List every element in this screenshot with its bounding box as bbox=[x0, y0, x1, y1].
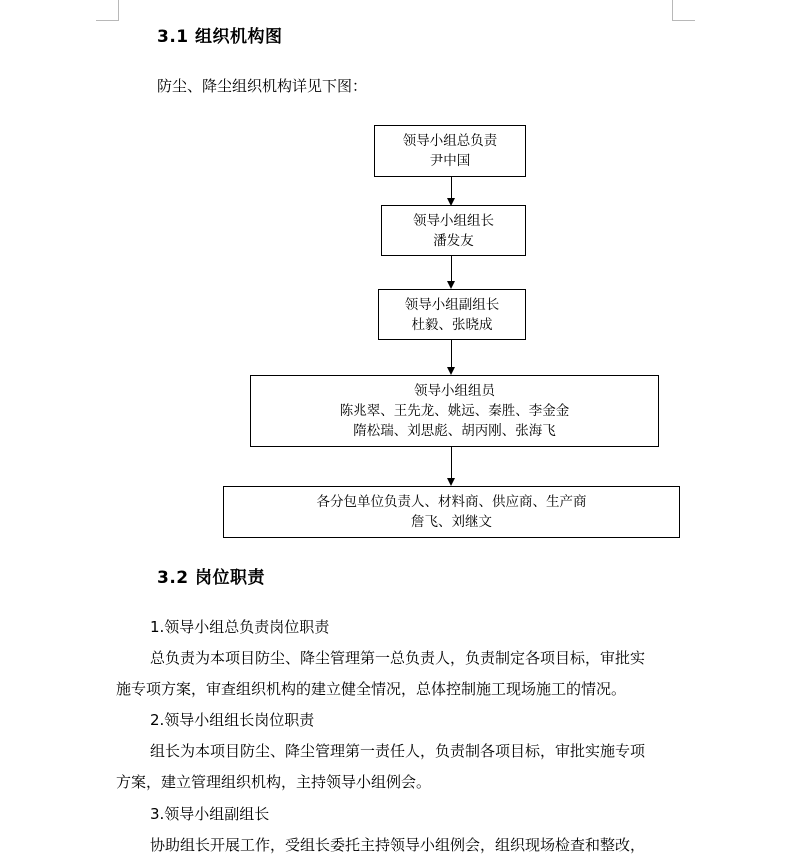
connector-line bbox=[451, 256, 452, 281]
duty-title-1: 1.领导小组总负责岗位职责 bbox=[150, 618, 330, 636]
org-box-names: 詹飞、刘继文 bbox=[411, 514, 492, 530]
duty-body-3-line-1: 协助组长开展工作，受组长委托主持领导小组例会，组织现场检查和整改， bbox=[150, 836, 646, 854]
org-box-role: 领导小组组长 bbox=[413, 212, 494, 229]
duty-body-2-line-2: 方案，建立管理组织机构，主持领导小组例会。 bbox=[116, 773, 432, 791]
org-box-team-leader bbox=[381, 205, 526, 256]
org-box-role: 领导小组副组长 bbox=[404, 296, 500, 313]
duty-title-2: 2.领导小组组长岗位职责 bbox=[150, 711, 315, 729]
arrow-down-icon bbox=[447, 281, 455, 289]
page-corner-mark-right bbox=[672, 0, 695, 21]
connector-line bbox=[451, 447, 452, 478]
connector-line bbox=[451, 177, 452, 198]
arrow-down-icon bbox=[447, 367, 455, 375]
org-box-general-leader bbox=[374, 125, 526, 177]
section-heading-3-1: 3.1 组织机构图 bbox=[157, 27, 283, 47]
page-corner-mark-left bbox=[96, 0, 119, 21]
org-box-names: 隋松瑞、刘思彪、胡丙刚、张海飞 bbox=[353, 423, 556, 439]
duty-body-1-line-2: 施专项方案，审查组织机构的建立健全情况，总体控制施工现场施工的情况。 bbox=[116, 680, 627, 698]
org-box-role: 领导小组总负责 bbox=[402, 133, 498, 149]
org-box-role: 各分包单位负责人、材料商、供应商、生产商 bbox=[316, 494, 587, 510]
section-heading-3-2: 3.2 岗位职责 bbox=[157, 568, 266, 588]
arrow-down-icon bbox=[447, 478, 455, 486]
org-box-names: 杜毅、张晓成 bbox=[411, 316, 493, 333]
org-chart-intro: 防尘、降尘组织机构详见下图： bbox=[157, 77, 368, 95]
org-box-names: 潘发友 bbox=[433, 232, 474, 249]
org-box-subcontractors bbox=[223, 486, 680, 538]
org-box-deputy-leader bbox=[378, 289, 526, 340]
duty-body-2-line-1: 组长为本项目防尘、降尘管理第一责任人，负责制各项目标，审批实施专项 bbox=[150, 742, 646, 760]
org-box-team-members bbox=[250, 375, 659, 447]
connector-line bbox=[451, 340, 452, 367]
duty-title-3: 3.领导小组副组长 bbox=[150, 805, 270, 823]
org-box-names: 尹中国 bbox=[429, 153, 471, 169]
duty-body-1-line-1: 总负责为本项目防尘、降尘管理第一总负责人，负责制定各项目标，审批实 bbox=[150, 649, 646, 667]
org-box-names: 陈兆翠、王先龙、姚远、秦胜、李金金 bbox=[339, 403, 570, 419]
org-box-role: 领导小组组员 bbox=[414, 383, 495, 399]
